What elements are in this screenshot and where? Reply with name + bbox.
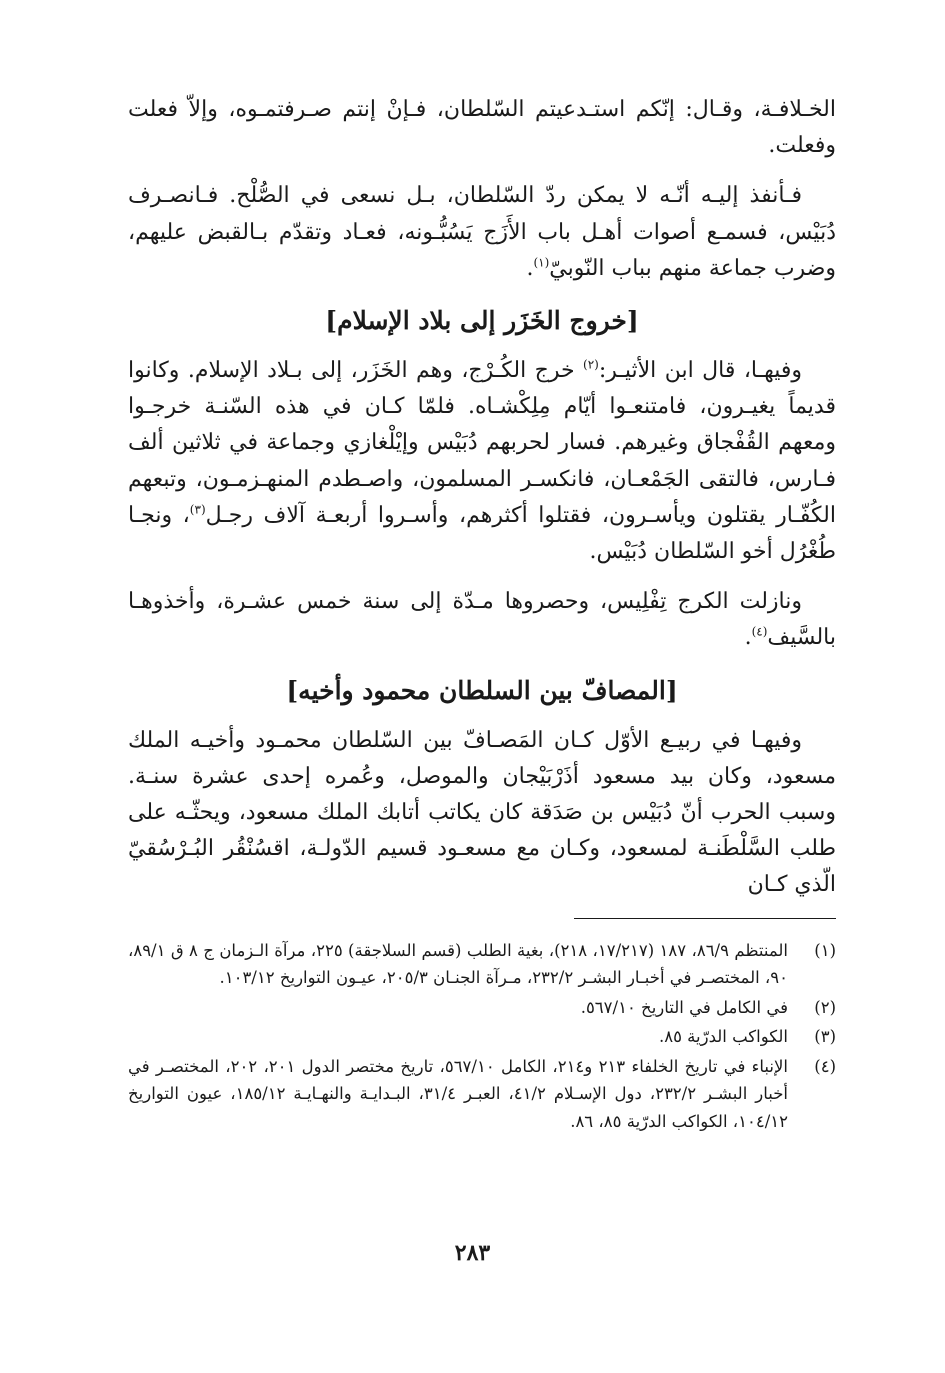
footnote-text: في الكامل في التاريخ ٥٦٧/١٠. [580,997,788,1017]
page-body [128,92,836,1137]
paragraph-2-end: . [526,255,534,281]
paragraph-1: الخـلافـة، وقـال: إنّكم استـدعيتم السّلطان، فـإنْ إنتم صـرفتمـوه، وإلاّ فعلت وفعلت. [128,97,836,159]
footnote-number: (١) [814,940,836,960]
paragraph-4 [128,584,836,656]
footnote-number: (٤) [814,1056,836,1076]
paragraph-4-end: . [744,625,752,651]
footnote-1 [128,937,836,992]
paragraph-3-mid: خرج الكُـرْج، وهم الخَزَر، إلى بـلاد الإسلام. وكانوا قديماً يغيـرون، فامتنعـوا أيّام مِلِكْشـاه. فلمّا كـان في هذه السّنـة خرجـوا ومعهم القُفْجاق وغيرهم. فسار لحربهم دُبَيْس وإيْلْغازي وجماعة في ثلاثين ألف فـارس، فالتقى الجَمْعـان، فانكسـر المسلمون، واصـطدم المنهـزمـون، وتبعهم الكُفّـار يقتلون ويأسـرون، فقتلوا أكثرهم، وأسـروا أربعـة آلاف رجـل [128,358,836,528]
footnote-ref-3[interactable]: (٣) [189,502,206,517]
footnote-ref-4[interactable]: (٤) [751,625,768,640]
footnote-ref-1[interactable]: (١) [533,255,550,270]
footnote-divider [574,918,836,919]
paragraph-5: وفيهـا في ربيـع الأوّل كـان المَصـافّ بين السّلطان محمـود وأخيـه الملك مسعود، وكان بيد مسعود أذَرْبَيْجان والموصل، وعُمره إحدى عشرة سنـة. وسبب الحرب أنّ دُبَيْس بن صَدَقة كان يكاتب أتابك الملك مسعود، ويحثّـه على طلب السَّلْطَنـة لمسعود، وكـان مع مسعـود قسيم الدّولـة، اقسُنْقُر البُـرْسُقيّ الّذي كـان [128,727,836,898]
footnote-ref-2[interactable]: (٢) [583,357,599,372]
footnote-number: (٢) [814,997,836,1017]
footnote-number: (٣) [814,1027,836,1047]
paragraph-3-start: وفيهـا، قال ابن الأثيـر: [598,358,802,384]
paragraph-3 [128,353,836,570]
footnote-4 [128,1053,836,1136]
footnote-3 [128,1023,836,1051]
footnote-text: الإنباء في تاريخ الخلفاء ٢١٣ و٢١٤، الكامل ٥٦٧/١٠، تاريخ مختصر الدول ٢٠١، ٢٠٢، المختصـر في أخبار البشـر ٢٣٢/٢، دول الإسـلام ٤١/٢، العبـر ٣١/٤، البـدايـة والنهـايـة ١٨٥/١٢، عيون التواريخ ١٠٤/١٢، الكواكب الدرّية ٨٥، ٨٦. [128,1056,788,1131]
footnote-text: الكواكب الدرّية ٨٥. [658,1027,788,1047]
page-number: ٢٨٣ [454,1240,491,1266]
section-heading-masaf: [المصافّ بين السلطان محمود وأخيه] [286,675,678,705]
paragraph-4-start: ونازلت الكرج تِفْلِيس، وحصروها مـدّة إلى سنة خمس عشـرة، وأخذوهـا بالسَّيف [128,589,836,651]
footnote-2 [128,994,836,1022]
paragraph-2-text: فـأنفذ إليـه أنّـه لا يمكن ردّ السّلطان، بـل نسعى في الصُّلْح. فـانصـرف دُبَيْس، فسمـع أصوات أهـل باب الأَزَج يَسُبُّـونه، فعـاد وتقدّم بـالقبض عليهم، وضرب جماعة منهم بباب النّوبيّ [128,183,836,281]
footnote-text: المنتظم ٨٦/٩، ١٨٧ (١٧/٢١٧، ٢١٨)، بغية الطلب (قسم السلاجقة) ٢٢٥، مرآة الـزمان ج ٨ ق ٨٩/١، ٩٠، المختصـر في أخبـار البشـر ٢٣٢/٢، مـرآة الجنـان ٢٠٥/٣، عيـون التواريخ ١٠٣/١٢. [128,940,788,988]
paragraph-3-end: ، ونجـا طُغْرُل أخو السّلطان دُبَيْس. [128,502,836,565]
paragraph-2 [128,178,836,287]
footnotes-section [128,937,836,1136]
section-heading-khazar: [خروج الخَزَر إلى بلاد الإسلام] [325,306,639,336]
